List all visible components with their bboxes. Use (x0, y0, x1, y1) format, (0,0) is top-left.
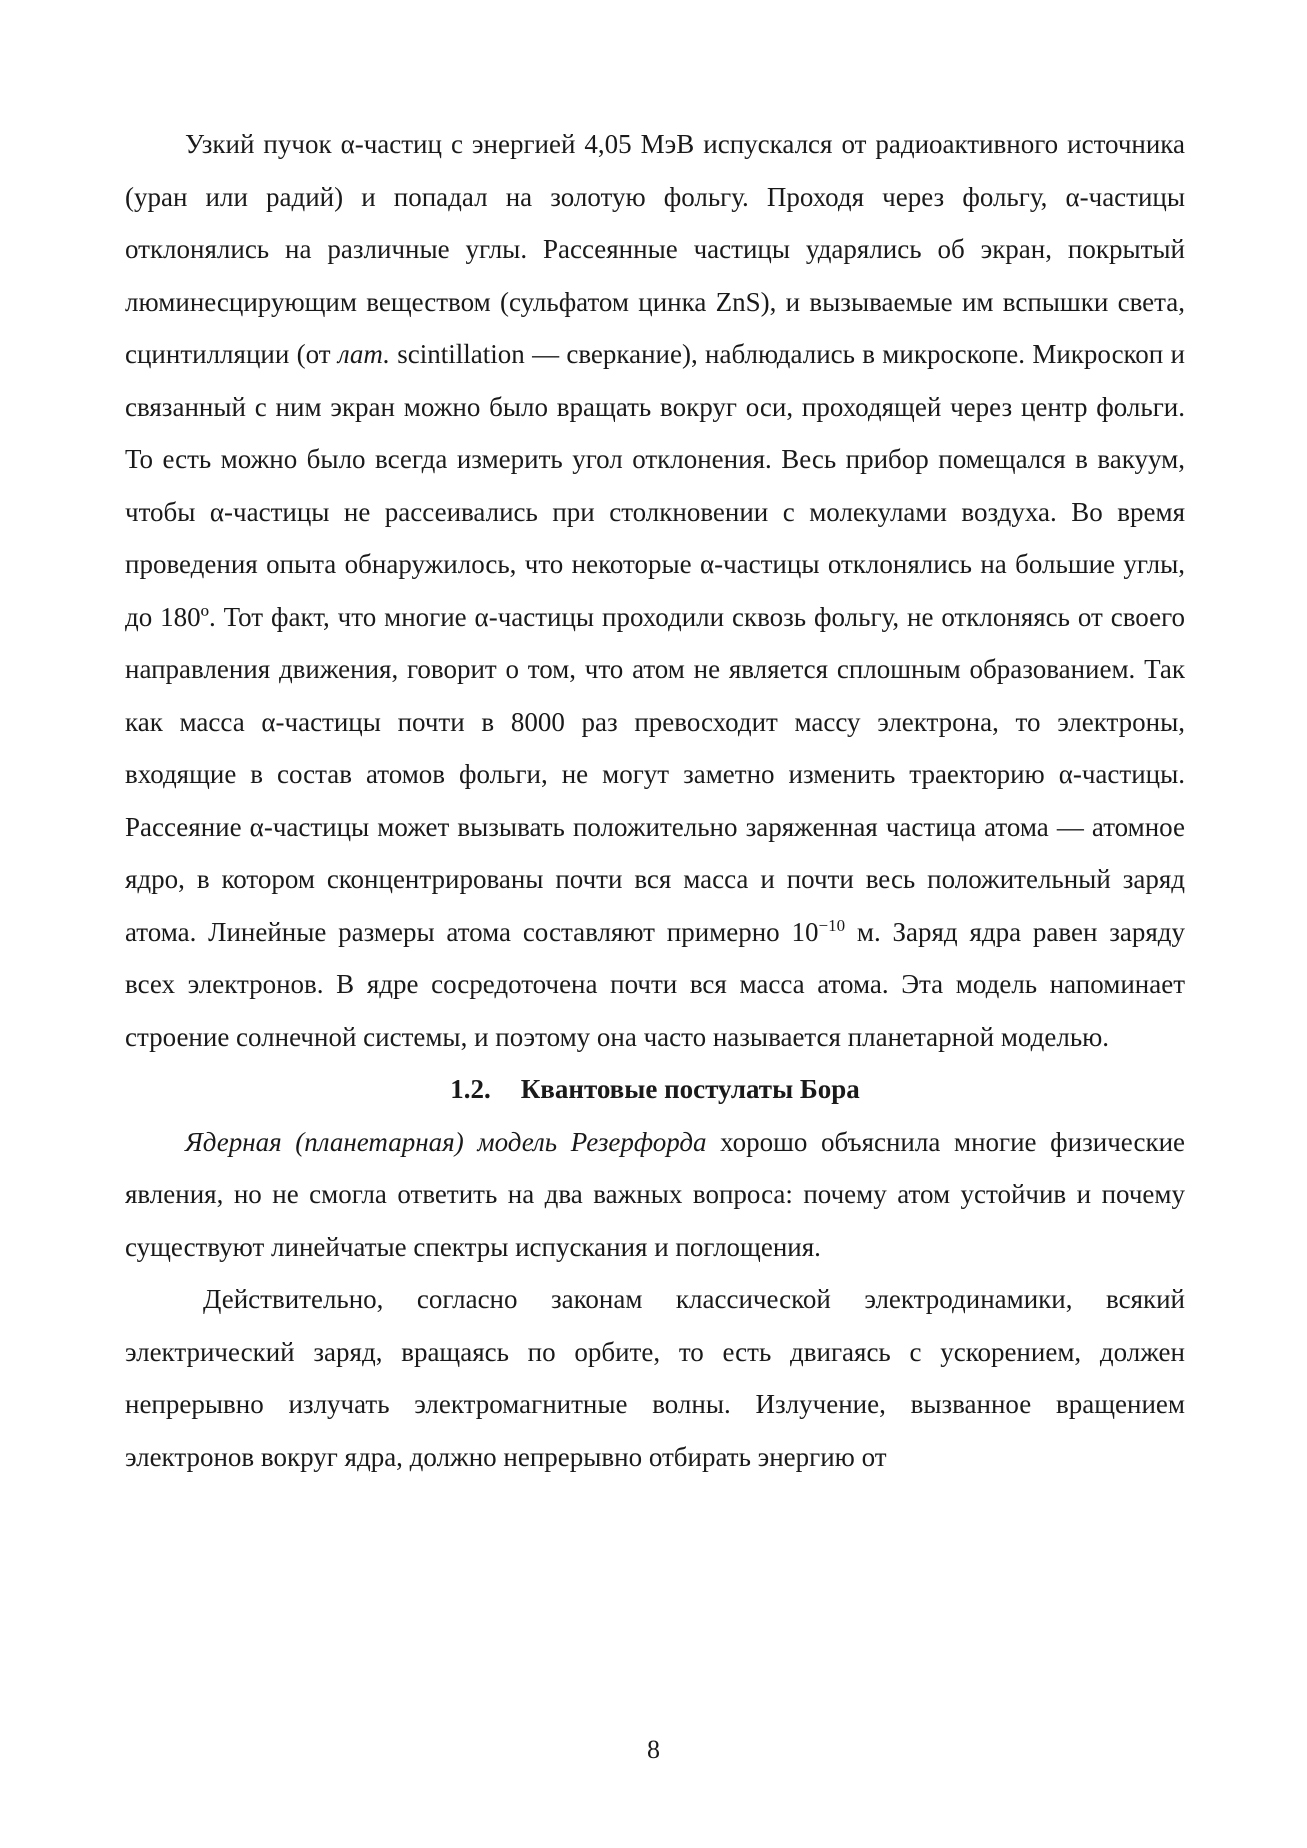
model-name-italic: Ядерная (планетарная) модель Резерфорда (185, 1126, 707, 1157)
section-title: Квантовые постулаты Бора (520, 1074, 860, 1104)
paragraph-1-text-c: м. Заряд ядра равен заряду всех электронов. В ядре сосредоточена почти вся масса атома. Эта модель напоминает строение солнечной системы, и поэтому она часто называется планетарной моделью. (125, 916, 1185, 1052)
paragraph-rutherford-experiment (125, 118, 1185, 1063)
latin-abbreviation: лат. (337, 339, 390, 369)
page-number: 8 (647, 1735, 660, 1764)
paragraph-3-text: Действительно, согласно законам классической электродинамики, всякий электрический заряд, вращаясь по орбите, то есть двигаясь с ускорением, должен непрерывно излучать электромагнитные волны. Излучение, вызванное вращением электронов вокруг ядра, должно непрерывно отбирать энергию от (125, 1284, 1185, 1472)
exponent: −10 (818, 915, 846, 935)
section-number: 1.2. (450, 1074, 491, 1104)
paragraph-2-text: хорошо объяснила многие физические явления, но не смогла ответить на два важных вопроса: почему атом устойчив и почему существуют линейчатые спектры испускания и поглощения. (125, 1126, 1185, 1262)
paragraph-rutherford-model (125, 1116, 1185, 1274)
section-heading (125, 1063, 1185, 1116)
page-body (125, 118, 1185, 1483)
paragraph-electrodynamics (125, 1273, 1185, 1483)
paragraph-1-text-b: scintillation — сверкание), наблюдались в микроскопе. Микроскоп и связанный с ним экран можно было вращать вокруг оси, проходящей через центр фольги. То есть можно было всегда измерить угол отклонения. Весь прибор помещался в вакуум, чтобы α-частицы не рассеивались при столкновении с молекулами воздуха. Во время проведения опыта обнаружилось, что некоторые α-частицы отклонялись на большие углы, до 180º. Тот факт, что многие α-частицы проходили сквозь фольгу, не отклоняясь от своего направления движения, говорит о том, что атом не является сплошным образованием. Так как масса α-частицы почти в 8000 раз превосходит массу электрона, то электроны, входящие в состав атомов фольги, не могут заметно изменить траекторию α-частицы. Рассеяние α-частицы может вызывать положительно заряженная частица атома — атомное ядро, в котором сконцентрированы почти вся масса и почти весь положительный заряд атома. Линейные размеры атома составляют примерно 10 (125, 339, 1185, 947)
paragraph-1-text-a: Узкий пучок α-частиц с энергией 4,05 МэВ испускался от радиоактивного источника (уран или радий) и попадал на золотую фольгу. Проходя через фольгу, α-частицы отклонялись на различные углы. Рассеянные частицы ударялись об экран, покрытый люминесцирующим веществом (сульфатом цинка ZnS), и вызываемые им вспышки света, сцинтилляции (от (125, 129, 1185, 369)
